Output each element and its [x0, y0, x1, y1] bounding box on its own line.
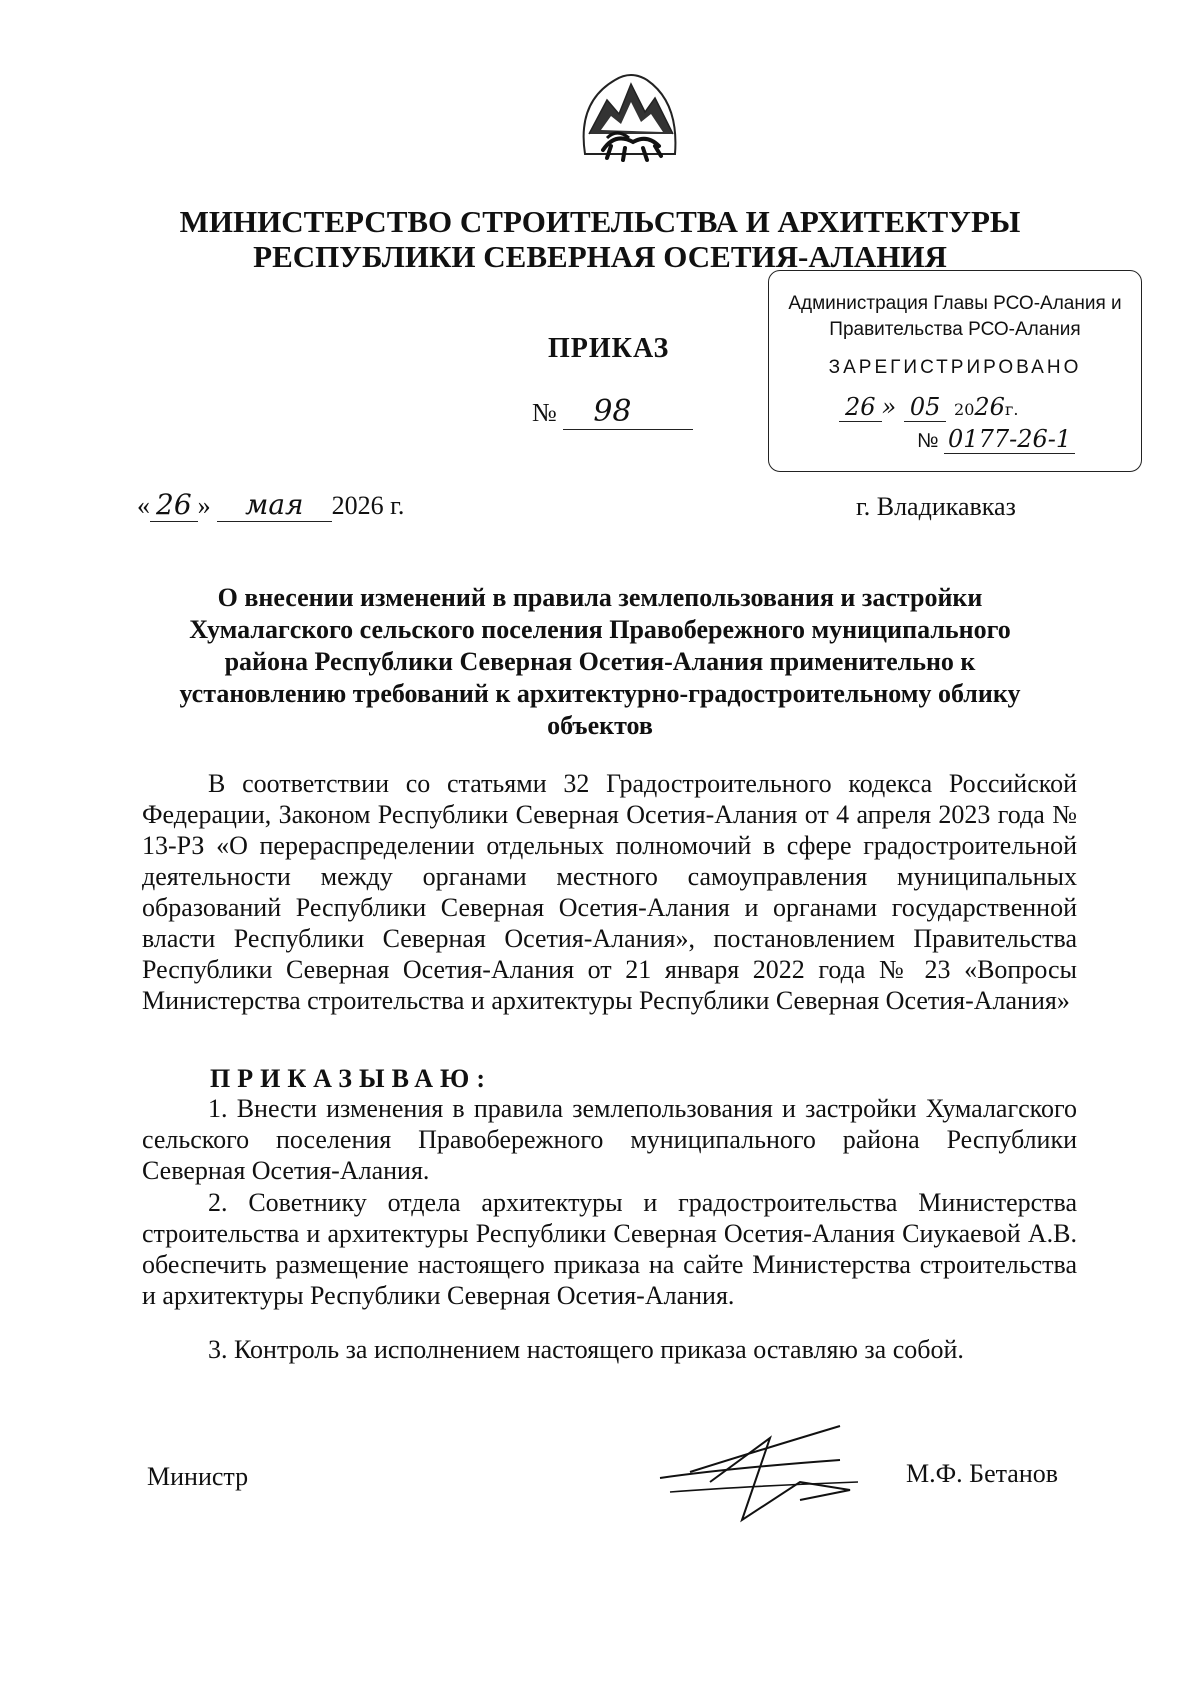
order-item-2: 2. Советнику отдела архитектуры и градостроительства Министерства строительства и архитектуры Республики Северная Осетия-Алания Сиукаевой А.В. обеспечить размещение настоящего приказа на сайте Министерства строительства и архитектуры Республики Северная Осетия-Алания.: [142, 1188, 1077, 1310]
title-line: объектов: [547, 711, 653, 740]
stamp-org-line1: Администрация Главы РСО-Алания и: [788, 293, 1122, 314]
handwritten-signature-icon: [650, 1420, 880, 1540]
stamp-date-suffix: г.: [1004, 400, 1019, 419]
order-number-label: №: [532, 398, 557, 427]
order-date-day: 26: [150, 488, 198, 522]
signatory-name: М.Ф. Бетанов: [906, 1459, 1059, 1488]
ministry-name-line1: МИНИСТЕРСТВО СТРОИТЕЛЬСТВА И АРХИТЕКТУРЫ: [179, 204, 1021, 239]
order-date-month: мая: [217, 488, 331, 522]
order-word: ПРИКАЗЫВАЮ:: [210, 1064, 492, 1093]
document-title: [140, 582, 1060, 742]
order-city: г. Владикавказ: [856, 492, 1016, 521]
stamp-org-line2: Правительства РСО-Алания: [829, 319, 1081, 340]
registration-stamp: [768, 270, 1142, 472]
stamp-date-year-prefix: 20: [954, 400, 975, 419]
order-date: [137, 488, 404, 521]
order-number-value: 98: [563, 394, 693, 430]
order-item-1: 1. Внести изменения в правила землепользования и застройки Хумалагского сельского поселения Правобережного муниципального района Республики Северная Осетия-Алания.: [142, 1094, 1077, 1185]
stamp-number-value: 0177-26-1: [944, 425, 1075, 454]
preamble-paragraph: В соответствии со статьями 32 Градостроительного кодекса Российской Федерации, Законом Республики Северная Осетия-Алания от 4 апреля 2023 года № 13-РЗ «О перераспределении отдельных полномочий в сфере градостроительной деятельности между органами местного самоуправления муниципальных образований Республики Северная Осетия-Алания и органами государственной власти Республики Северная Осетия-Алания», постановлением Правительства Республики Северная Осетия-Алания от 21 января 2022 года № 23 «Вопросы Министерства строительства и архитектуры Республики Северная Осетия-Алания»: [142, 769, 1077, 1015]
title-line: О внесении изменений в правила землепользования и застройки: [217, 583, 983, 612]
title-line: установлению требований к архитектурно-градостроительному облику: [179, 679, 1021, 708]
ministry-name-line2: РЕСПУБЛИКИ СЕВЕРНАЯ ОСЕТИЯ-АЛАНИЯ: [253, 239, 947, 274]
stamp-registered: ЗАРЕГИСТРИРОВАНО: [828, 357, 1082, 378]
date-close-quote: »: [197, 491, 211, 520]
stamp-date: 26 » 05 2026г.: [839, 393, 1018, 421]
order-number: [532, 394, 693, 430]
coat-of-arms-icon: [567, 62, 695, 174]
stamp-date-day: 26: [839, 393, 882, 422]
stamp-number-label: №: [917, 430, 939, 452]
stamp-number: [917, 425, 1075, 453]
signatory-position: Министр: [147, 1462, 249, 1491]
order-date-year: 2026 г.: [331, 491, 405, 520]
stamp-date-year: 26: [974, 393, 1005, 421]
document-type: ПРИКАЗ: [548, 333, 670, 364]
title-line: Хумалагского сельского поселения Правобережного муниципального: [189, 615, 1011, 644]
title-line: района Республики Северная Осетия-Алания применительно к: [224, 647, 976, 676]
date-open-quote: «: [137, 491, 150, 520]
order-item-3: 3. Контроль за исполнением настоящего приказа оставляю за собой.: [208, 1335, 964, 1364]
stamp-date-month: 05: [904, 393, 947, 422]
